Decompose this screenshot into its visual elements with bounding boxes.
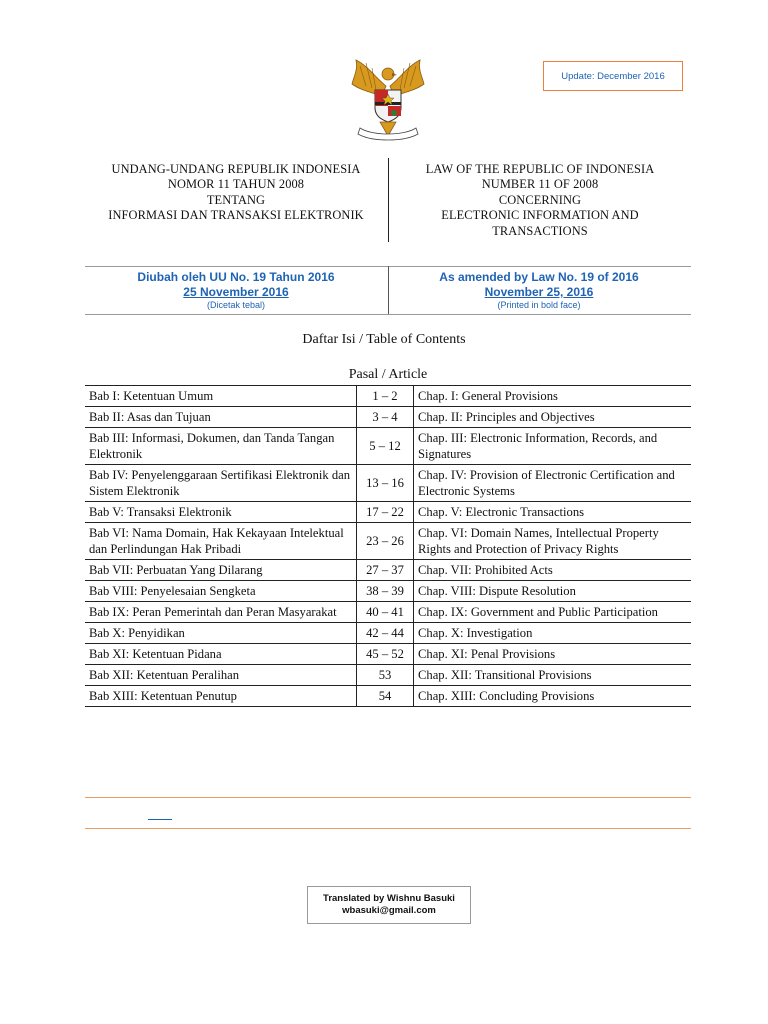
garuda-emblem-icon [346,56,430,142]
amendment-date: November 25, 2016 [484,285,594,299]
title-line: NOMOR 11 TAHUN 2008 [167,177,305,192]
toc-chapter-en: Chap. IX: Government and Public Participation [414,602,692,623]
toc-row[interactable] [85,686,691,707]
title-line: CONCERNING [498,192,582,207]
toc-article-range: 42 – 44 [357,623,414,644]
toc-article-range: 1 – 2 [357,386,414,407]
toc-chapter-en: Chap. VI: Domain Names, Intellectual Property Rights and Protection of Privacy Rights [414,523,692,560]
toc-chapter-id: Bab II: Asas dan Tujuan [85,407,357,428]
toc-row[interactable] [85,602,691,623]
toc-chapter-en: Chap. XI: Penal Provisions [414,644,692,665]
toc-article-range: 40 – 41 [357,602,414,623]
toc-title: Daftar Isi / Table of Contents [302,332,466,347]
amendment-english [390,270,688,310]
toc-chapter-id: Bab IV: Penyelenggaraan Sertifikasi Elektronik dan Sistem Elektronik [85,465,357,502]
toc-article-range: 3 – 4 [357,407,414,428]
footnote-link[interactable] [148,819,172,820]
amendment-indonesian [86,270,386,310]
toc-chapter-id: Bab XI: Ketentuan Pidana [85,644,357,665]
toc-chapter-en: Chap. III: Electronic Information, Records, and Signatures [414,428,692,465]
toc-article-range: 45 – 52 [357,644,414,665]
toc-article-range: 13 – 16 [357,465,414,502]
toc-chapter-id: Bab III: Informasi, Dokumen, dan Tanda Tangan Elektronik [85,428,357,465]
toc-article-range: 53 [357,665,414,686]
toc-row[interactable] [85,560,691,581]
amendment-note: (Printed in bold face) [497,300,581,310]
toc-chapter-en: Chap. IV: Provision of Electronic Certification and Electronic Systems [414,465,692,502]
toc-table [85,385,691,707]
toc-chapter-id: Bab X: Penyidikan [85,623,357,644]
toc-chapter-id: Bab IX: Peran Pemerintah dan Peran Masyarakat [85,602,357,623]
title-line: TRANSACTIONS [492,223,588,238]
toc-article-range: 23 – 26 [357,523,414,560]
toc-chapter-en: Chap. VII: Prohibited Acts [414,560,692,581]
toc-chapter-en: Chap. VIII: Dispute Resolution [414,581,692,602]
title-line: INFORMASI DAN TRANSAKSI ELEKTRONIK [108,208,364,223]
toc-chapter-id: Bab XIII: Ketentuan Penutup [85,686,357,707]
title-line: NUMBER 11 OF 2008 [481,177,599,192]
amendment-note: (Dicetak tebal) [206,300,266,310]
toc-chapter-id: Bab V: Transaksi Elektronik [85,502,357,523]
amendment-law: As amended by Law No. 19 of 2016 [439,270,639,284]
toc-article-range: 54 [357,686,414,707]
amendment-divider [388,266,389,314]
toc-chapter-en: Chap. XII: Transitional Provisions [414,665,692,686]
footnote-top-rule [85,797,691,798]
toc-subtitle: Pasal / Article [348,367,428,382]
toc-chapter-en: Chap. V: Electronic Transactions [414,502,692,523]
toc-row[interactable] [85,407,691,428]
translator-email[interactable]: wbasuki@gmail.com [342,905,436,916]
toc-row[interactable] [85,644,691,665]
toc-row[interactable] [85,386,691,407]
toc-row[interactable] [85,502,691,523]
toc-row[interactable] [85,665,691,686]
amendment-law: Diubah oleh UU No. 19 Tahun 2016 [137,270,335,284]
title-divider [388,158,389,242]
toc-article-range: 5 – 12 [357,428,414,465]
toc-row[interactable] [85,465,691,502]
translator-box [307,886,471,924]
translator-name: Translated by Wishnu Basuki [323,893,455,904]
toc-chapter-id: Bab VIII: Penyelesaian Sengketa [85,581,357,602]
toc-chapter-id: Bab I: Ketentuan Umum [85,386,357,407]
title-line: ELECTRONIC INFORMATION AND [441,208,639,223]
toc-article-range: 17 – 22 [357,502,414,523]
toc-chapter-en: Chap. XIII: Concluding Provisions [414,686,692,707]
title-line: UNDANG-UNDANG REPUBLIK INDONESIA [111,162,361,176]
toc-row[interactable] [85,428,691,465]
toc-chapter-id: Bab VI: Nama Domain, Hak Kekayaan Intelektual dan Perlindungan Hak Pribadi [85,523,357,560]
title-indonesian [86,162,386,224]
toc-chapter-en: Chap. X: Investigation [414,623,692,644]
toc-row[interactable] [85,581,691,602]
toc-row[interactable] [85,523,691,560]
toc-chapter-id: Bab VII: Perbuatan Yang Dilarang [85,560,357,581]
toc-article-range: 27 – 37 [357,560,414,581]
update-date-box [543,61,683,91]
footnote-bottom-rule [85,828,691,829]
title-line: LAW OF THE REPUBLIC OF INDONESIA [425,162,655,176]
title-english [392,162,688,239]
update-date-label: Update: December 2016 [561,70,665,82]
amendment-date: 25 November 2016 [183,285,289,299]
toc-row[interactable] [85,623,691,644]
title-line: TENTANG [206,192,266,207]
amendment-bottom-rule [85,314,691,315]
toc-chapter-id: Bab XII: Ketentuan Peralihan [85,665,357,686]
toc-article-range: 38 – 39 [357,581,414,602]
toc-chapter-en: Chap. II: Principles and Objectives [414,407,692,428]
toc-chapter-en: Chap. I: General Provisions [414,386,692,407]
